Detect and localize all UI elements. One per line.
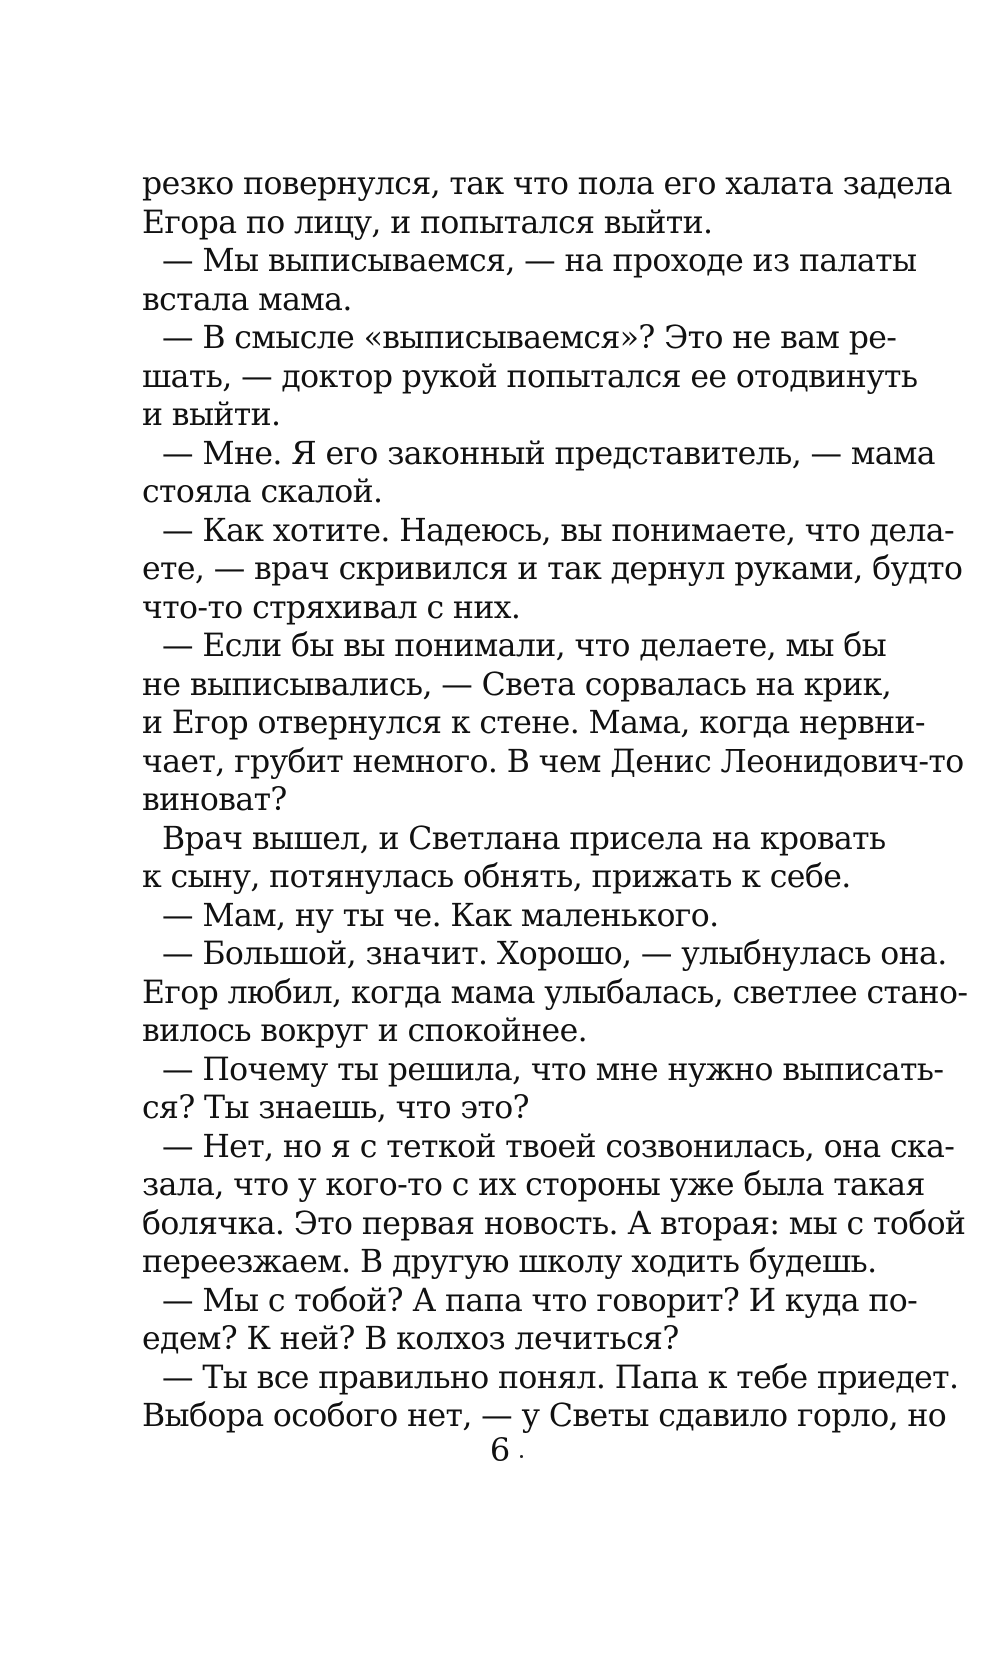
text-line: что-то стряхивал с них. <box>142 589 521 626</box>
text-line: — Мам, ну ты че. Как маленького. <box>162 897 719 934</box>
text-line: — Большой, значит. Хорошо, — улыбнулась она. <box>162 936 947 972</box>
text-line: — В смысле «выписываемся»? Это не вам ре- <box>162 320 897 356</box>
text-line: — Ты все правильно понял. Папа к тебе приедет. <box>162 1359 959 1396</box>
print-speck <box>520 1455 523 1458</box>
text-line: не выписывались, — Света сорвалась на крик, <box>142 666 892 703</box>
text-line: стояла скалой. <box>142 474 383 510</box>
text-line: — Как хотите. Надеюсь, вы понимаете, что дела- <box>162 512 955 549</box>
text-line: Егора по лицу, и попытался выйти. <box>142 204 713 241</box>
text-line: ете, — врач скривился и так дернул руками, будто <box>142 551 963 587</box>
page-number: 6 <box>489 1431 511 1469</box>
text-line: чает, грубит немного. В чем Денис Леонидович-то <box>142 743 964 780</box>
text-line: и выйти. <box>142 397 281 433</box>
text-line: Выбора особого нет, — у Светы сдавило горло, но <box>142 1398 947 1434</box>
text-line: вилось вокруг и спокойнее. <box>142 1013 588 1049</box>
text-line: — Если бы вы понимали, что делаете, мы бы <box>162 628 887 664</box>
text-line: — Почему ты решила, что мне нужно выписать- <box>162 1051 944 1088</box>
text-line: Врач вышел, и Светлана присела на кровать <box>162 820 886 857</box>
text-line: — Мы выписываемся, — на проходе из палаты <box>162 243 917 279</box>
text-line: ся? Ты знаешь, что это? <box>142 1090 529 1126</box>
text-line: переезжаем. В другую школу ходить будешь. <box>142 1244 877 1280</box>
body-text <box>142 165 968 1436</box>
text-line: встала мама. <box>142 281 352 318</box>
text-line: Егор любил, когда мама улыбалась, светлее стано- <box>142 974 968 1011</box>
text-line: виноват? <box>142 782 287 818</box>
text-line: зала, что у кого-то с их стороны уже была такая <box>142 1167 925 1203</box>
text-line: — Мне. Я его законный представитель, — мама <box>162 435 935 472</box>
text-line: резко повернулся, так что пола его халата задела <box>142 166 952 202</box>
text-line: — Нет, но я с теткой твоей созвонилась, она ска- <box>162 1128 955 1165</box>
text-line: к сыну, потянулась обнять, прижать к себе. <box>142 859 851 895</box>
text-line: — Мы с тобой? А папа что говорит? И куда по- <box>162 1282 918 1319</box>
text-line: болячка. Это первая новость. А вторая: мы с тобой <box>142 1205 966 1242</box>
text-line: шать, — доктор рукой попытался ее отодвинуть <box>142 358 918 395</box>
text-line: и Егор отвернулся к стене. Мама, когда нервни- <box>142 705 925 741</box>
text-line: едем? К ней? В колхоз лечиться? <box>142 1321 679 1357</box>
